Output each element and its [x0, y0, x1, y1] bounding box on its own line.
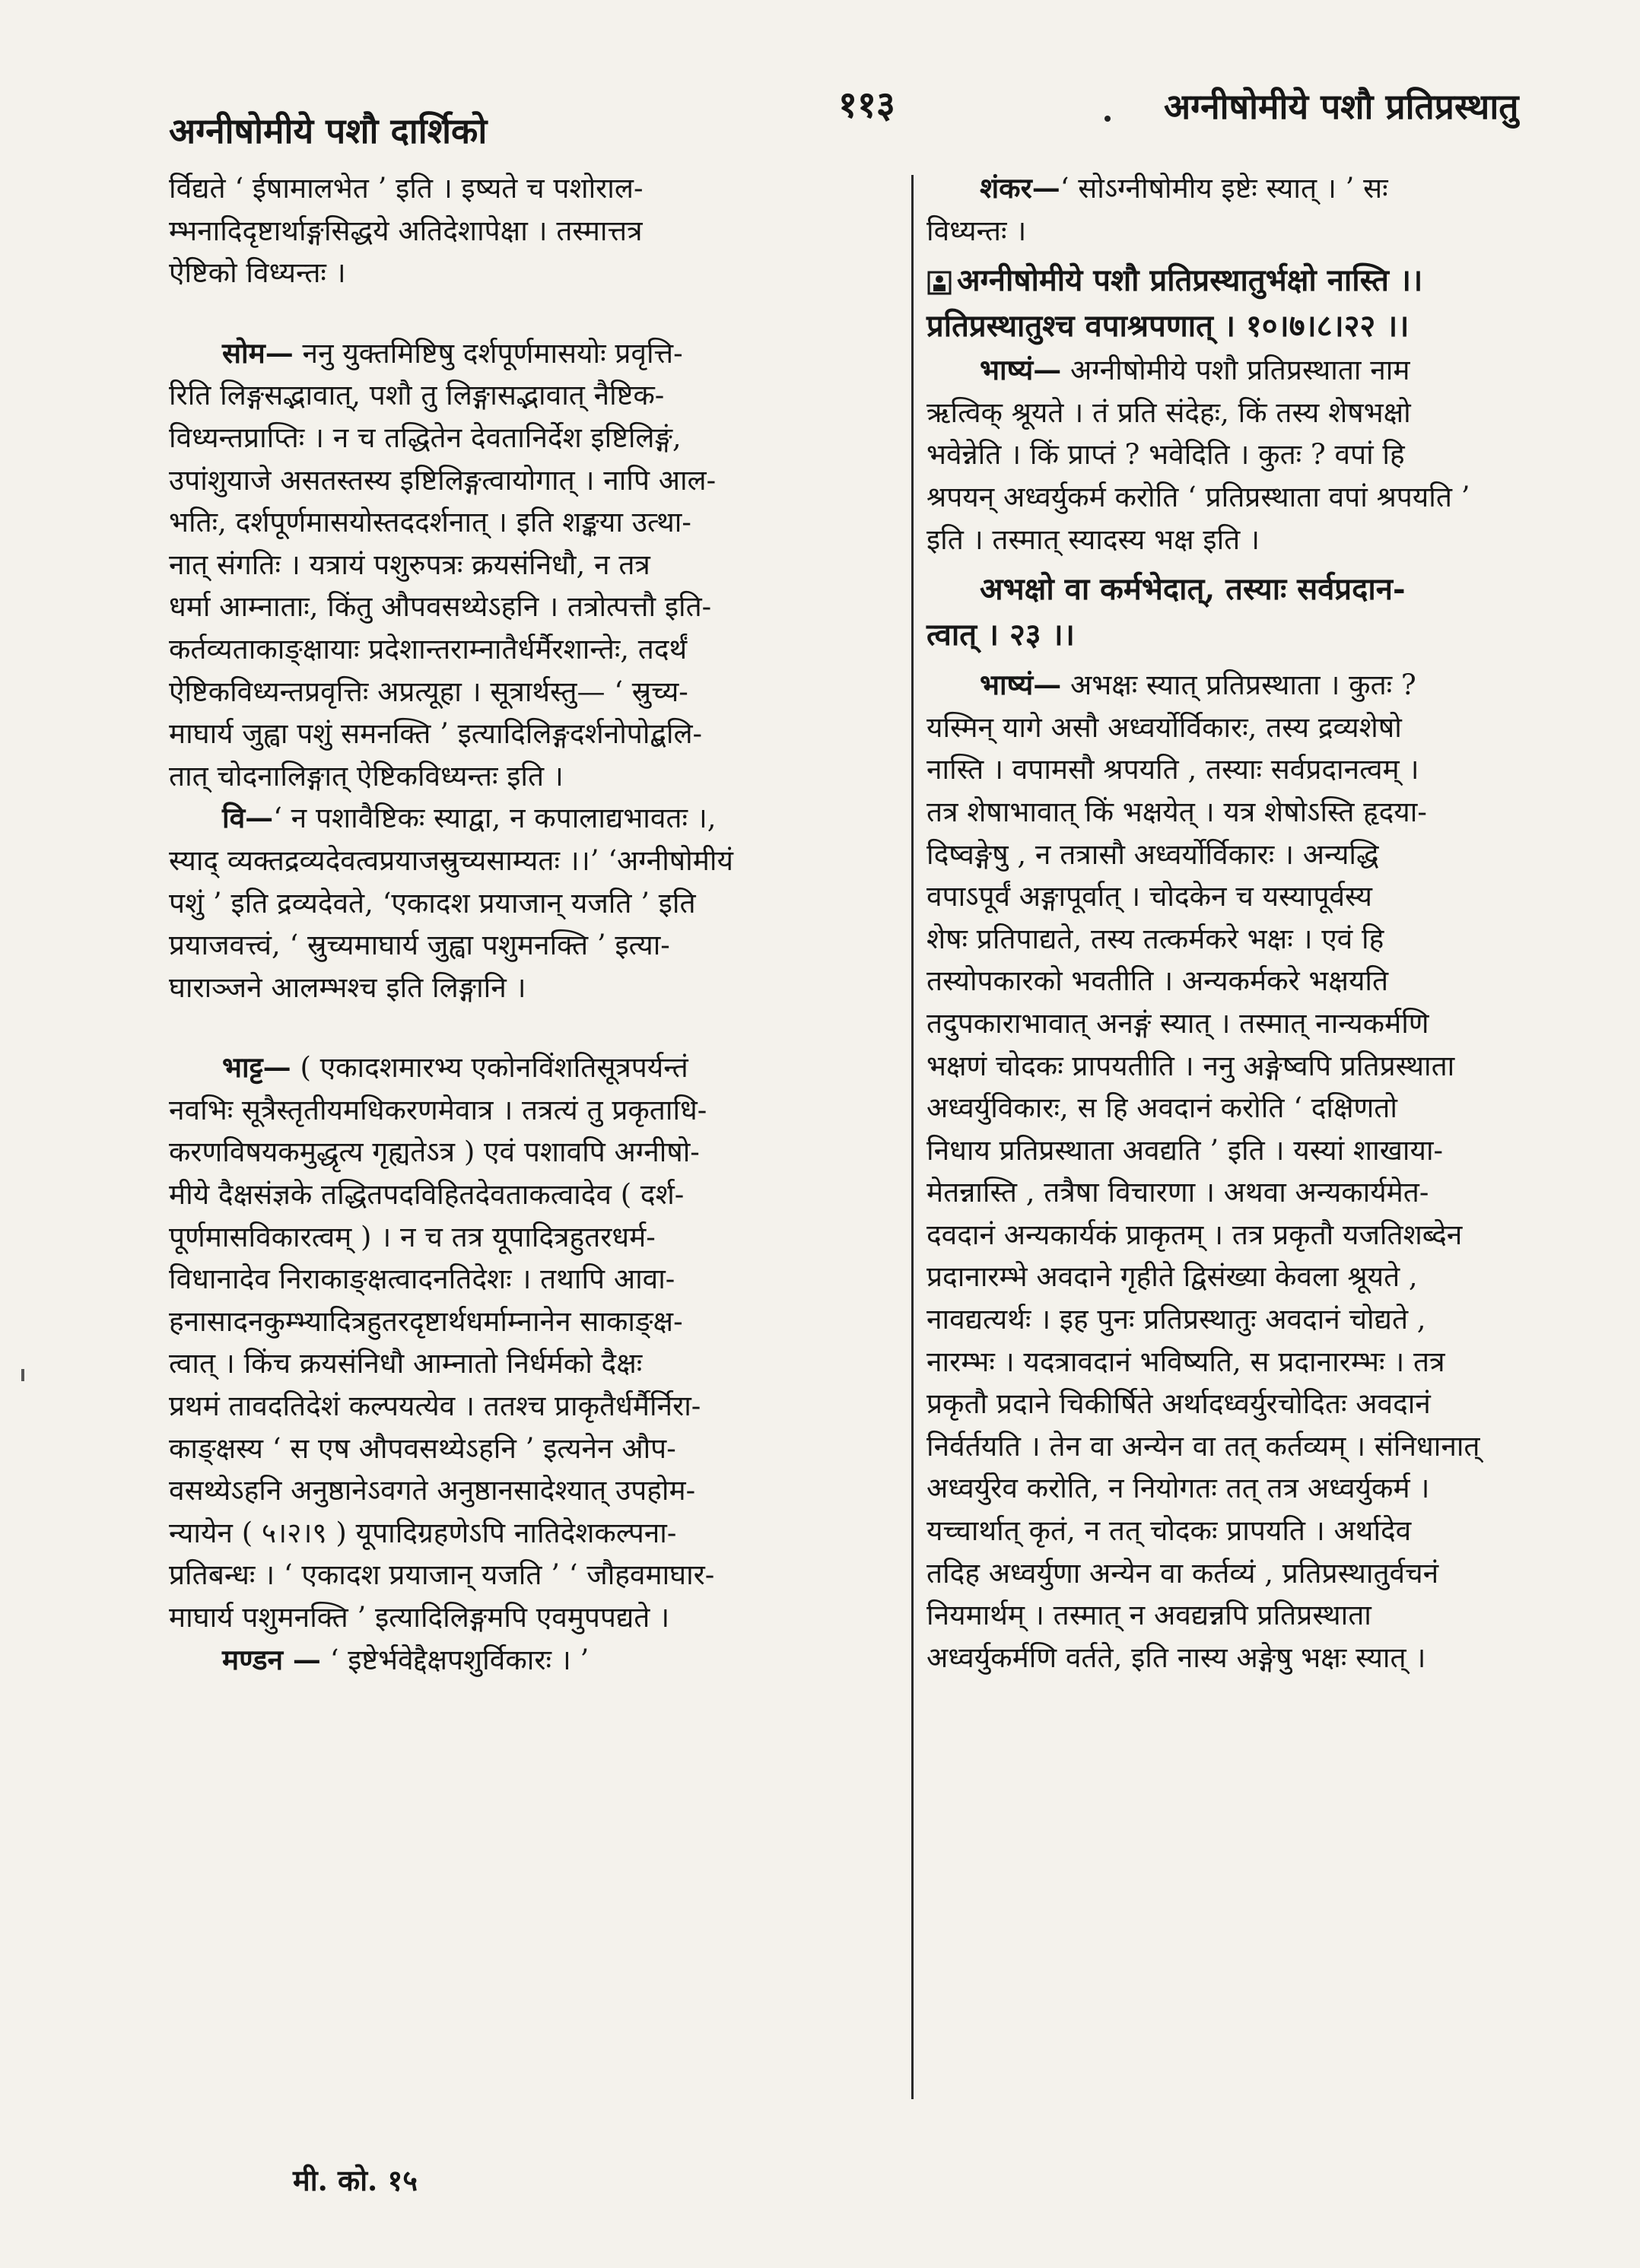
bhashya-2-line: अध्वर्युरेव करोति, न नियोगतः तत् तत्र अध्वर्युकर्म ।	[926, 1472, 1430, 1505]
bhatta-line: नवभिः सूत्रैस्तृतीयमधिकरणमेवात्र । तत्रत्यं तु प्रकृताधि-	[169, 1093, 707, 1126]
page-number: ११३	[838, 84, 895, 126]
shankara-paragraph	[926, 167, 1592, 210]
soma-line: रिति लिङ्गसद्भावात्, पशौ तु लिङ्गासद्भावात् नैष्टिक-	[169, 379, 665, 412]
vi-line: पशुं ’ इति द्रव्यदेवते, ‘एकादश प्रयाजान् यजति ’ इति	[169, 886, 696, 920]
sutra-2-line: त्वात् । २३ ।।	[926, 617, 1075, 653]
mandana-label: मण्डन —	[222, 1642, 321, 1676]
adhikarana-title-text: अग्नीषोमीये पशौ प्रतिप्रस्थातुर्भक्षो नास्ति ।।	[957, 262, 1423, 299]
bhashya-2-line: मेतन्नास्ति , तत्रैषा विचारणा । अथवा अन्यकार्यमेत-	[926, 1176, 1429, 1209]
bhatta-line: प्रथमं तावदतिदेशं कल्पयत्येव । ततश्च प्राकृतैर्धर्मैर्निरा-	[169, 1390, 701, 1423]
bhashya-2-line: दवदानं अन्यकार्यकं प्राकृतम् । तत्र प्रकृतौ यजतिशब्देन	[926, 1218, 1463, 1251]
intro-line: र्विद्यते ‘ ईषामालभेत ’ इति । इष्यते च पशोराल-	[169, 172, 644, 205]
running-head-right: अग्नीषोमीये पशौ प्रतिप्रस्थातु	[1164, 86, 1519, 127]
soma-line: माघार्य जुह्वा पशुं समनक्ति ’ इत्यादिलिङ्गदर्शनोपोद्बलि-	[169, 717, 703, 751]
bhatta-line: प्रतिबन्धः । ‘ एकादश प्रयाजान् यजति ’ ‘ जौहवमाघार-	[169, 1558, 715, 1592]
bhatta-paragraph	[169, 1047, 899, 1089]
bhashya-1-label: भाष्यं—	[980, 353, 1062, 387]
adhikarana-title	[926, 258, 1592, 303]
bhashya-1-line: श्रपयन् अध्वर्युकर्म करोति ‘ प्रतिप्रस्थाता वपां श्रपयति ’	[926, 480, 1470, 513]
soma-line: ऐष्टिकविध्यन्तप्रवृत्तिः अप्रत्यूहा । सूत्रार्थस्तु— ‘ स्रुच्य-	[169, 675, 688, 708]
bhatta-line: त्वात् । किंच क्रयसंनिधौ आम्नातो निर्धर्मको दैक्षः	[169, 1347, 643, 1380]
bhatta-line: विधानादेव निराकाङ्क्षत्वादनतिदेशः । तथापि आवा-	[169, 1263, 675, 1296]
vi-line: स्याद् व्यक्तद्रव्यदेवत्वप्रयाजस्रुच्यसाम्यतः ।।’ ‘अग्नीषोमीयं	[169, 843, 733, 877]
flower-ornament-icon	[926, 270, 952, 296]
soma-line: कर्तव्यताकाङ्क्षायाः प्रदेशान्तराम्नातैर्धर्मैरशान्तेः, तदर्थं	[169, 632, 688, 665]
bhashya-2-line: नारम्भः । यदत्रावदानं भविष्यति, स प्रदानारम्भः । तत्र	[926, 1345, 1445, 1378]
soma-line: धर्मा आम्नाताः, किंतु औपवसथ्येऽहनि । तत्रोत्पत्तौ इति-	[169, 590, 712, 624]
bhashya-2-line: भक्षणं चोदकः प्रापयतीति । ननु अङ्गेष्वपि प्रतिप्रस्थाता	[926, 1049, 1455, 1082]
bhatta-line: माघार्य पशुमनक्ति ’ इत्यादिलिङ्गमपि एवमुपपद्यते ।	[169, 1601, 670, 1634]
bhashya-2-paragraph	[926, 664, 1592, 707]
mandana-paragraph	[169, 1639, 899, 1682]
vi-line: ‘ न पशावैष्टिकः स्याद्वा, न कपालाद्यभावतः ।,	[273, 802, 717, 835]
bhashya-2-line: अध्वर्युकर्मणि वर्तते, इति नास्य अङ्गेषु भक्षः स्यात् ।	[926, 1641, 1426, 1674]
bhashya-2-line: तदुपकाराभावात् अनङ्गं स्यात् । तस्मात् नान्यकर्मणि	[926, 1006, 1429, 1040]
bhashya-2-label: भाष्यं—	[980, 668, 1062, 702]
bhatta-line: मीये दैक्षसंज्ञके तद्धितपदविहितदेवताकत्वादेव ( दर्श-	[169, 1178, 685, 1212]
bhashya-2-line: तदिह अध्वर्युणा अन्येन वा कर्तव्यं , प्रतिप्रस्थातुर्वचनं	[926, 1556, 1439, 1590]
bhashya-2-line: यस्मिन् यागे असौ अध्वर्योर्विकारः, तस्य द्रव्यशेषो	[926, 710, 1402, 744]
left-column	[169, 167, 899, 1681]
soma-line: ननु युक्तमिष्टिषु दर्शपूर्णमासयोः प्रवृत्ति-	[293, 336, 683, 370]
bhatta-line: ( एकादशमारभ्य एकोनविंशतिसूत्रपर्यन्तं	[291, 1051, 688, 1085]
bhatta-label: भाट्ट—	[222, 1050, 291, 1085]
bhashya-2-line: प्रकृतौ प्रदाने चिकीर्षिते अर्थादध्वर्युरचोदितः अवदानं	[926, 1387, 1431, 1421]
bhashya-2-line: नियमार्थम् । तस्मात् न अवद्यन्नपि प्रतिप्रस्थाता	[926, 1599, 1371, 1632]
bhashya-2-line: नास्ति । वपामसौ श्रपयति , तस्याः सर्वप्रदानत्वम् ।	[926, 753, 1419, 786]
right-column	[926, 167, 1592, 1679]
shankara-label: शंकर—	[980, 171, 1060, 205]
bhashya-2-line: अध्वर्युविकारः, स हि अवदानं करोति ‘ दक्षिणतो	[926, 1091, 1397, 1125]
bhashya-2-line: निर्वर्तयति । तेन वा अन्येन वा तत् कर्तव्यम् । संनिधानात्	[926, 1429, 1480, 1463]
page-header	[0, 0, 1640, 152]
bhatta-line: न्यायेन ( ५।२।९ ) यूपादिग्रहणेऽपि नातिदेशकल्पना-	[169, 1516, 677, 1549]
bhashya-2-line: शेषः प्रतिपाद्यते, तस्य तत्कर्मकरे भक्षः । एवं हि	[926, 922, 1384, 955]
soma-line: नात् संगतिः । यत्रायं पशुरुपत्रः क्रयसंनिधौ, न तत्र	[169, 548, 650, 581]
bhatta-line: काङ्क्षस्य ‘ स एष औपवसथ्येऽहनि ’ इत्यनेन औप-	[169, 1431, 676, 1465]
bhashya-1-line: ऋत्विक् श्रूयते । तं प्रति संदेहः, किं तस्य शेषभक्षो	[926, 395, 1411, 429]
header-dot	[1104, 116, 1111, 122]
margin-mark	[21, 1369, 24, 1381]
bhashya-2-line: तस्योपकारको भवतीति । अन्यकर्मकरे भक्षयति	[926, 964, 1389, 998]
soma-line: भतिः, दर्शपूर्णमासयोस्तददर्शनात् । इति शङ्कया उत्था-	[169, 506, 691, 539]
soma-label: सोम—	[222, 335, 294, 370]
bhatta-line: करणविषयकमुद्धृत्य गृह्यतेऽत्र ) एवं पशावपि अग्नीषो-	[169, 1136, 700, 1169]
bhashya-1-line: अग्नीषोमीये पशौ प्रतिप्रस्थाता नाम	[1061, 354, 1410, 387]
sutra-1: प्रतिप्रस्थातुश्च वपाश्रपणात् । १०।७।८।२२ ।।	[926, 308, 1410, 345]
bhashya-2-line: तत्र शेषाभावात् किं भक्षयेत् । यत्र शेषोऽस्ति हृदया-	[926, 795, 1427, 828]
bhashya-1-line: भवेन्नेति । किं प्राप्तं ? भवेदिति । कुतः ? वपां हि	[926, 438, 1405, 472]
soma-line: उपांशुयाजे असतस्तस्य इष्टिलिङ्गत्वायोगात् । नापि आल-	[169, 463, 717, 497]
soma-line: तात् चोदनालिङ्गात् ऐष्टिकविध्यन्तः इति ।	[169, 759, 564, 793]
vi-label: वि—	[222, 801, 274, 835]
bhashya-2-line: यच्चार्थात् कृतं, न तत् चोदकः प्रापयति । अर्थादेव	[926, 1514, 1412, 1548]
bhashya-2-line: प्रदानारम्भे अवदाने गृहीते द्विसंख्या केवला श्रूयते ,	[926, 1260, 1418, 1294]
vi-paragraph	[169, 797, 899, 840]
bhashya-2-line: निधाय प्रतिप्रस्थाता अवद्यति ’ इति । यस्यां शाखाया-	[926, 1133, 1444, 1167]
bhashya-2-line: वपाऽपूर्वं अङ्गापूर्वात् । चोदकेन च यस्यापूर्वस्य	[926, 880, 1372, 913]
bhashya-2-line: अभक्षः स्यात् प्रतिप्रस्थाता । कुतः ?	[1061, 669, 1416, 702]
shankara-line: ‘ सोऽग्नीषोमीय इष्टेः स्यात् । ’ सः	[1060, 172, 1388, 205]
soma-line: विध्यन्तप्राप्तिः । न च तद्धितेन देवतानिर्देश इष्टिलिङ्गं,	[169, 421, 682, 454]
bhashya-2-line: दिष्वङ्गेषु , न तत्रासौ अध्वर्योर्विकारः । अन्यद्धि	[926, 837, 1379, 871]
running-head-left: अग्नीषोमीये पशौ दार्शिको	[169, 110, 488, 151]
bhashya-1-paragraph	[926, 349, 1592, 392]
bhatta-line: हनासादनकुम्भ्यादित्रहुतरदृष्टार्थधर्माम्नानेन साकाङ्क्ष-	[169, 1304, 683, 1338]
bhashya-2-line: नावद्यत्यर्थः । इह पुनः प्रतिप्रस्थातुः अवदानं चोद्यते ,	[926, 1303, 1426, 1336]
column-divider	[911, 175, 914, 2099]
vi-line: घाराञ्जने आलम्भश्च इति लिङ्गानि ।	[169, 970, 526, 1004]
signature-mark: मी. को. १५	[293, 2163, 418, 2197]
soma-paragraph	[169, 332, 899, 375]
sutra-2-line: अभक्षो वा कर्मभेदात्, तस्याः सर्वप्रदान-	[980, 571, 1406, 608]
shankara-line: विध्यन्तः ।	[926, 214, 1027, 247]
mandana-text: ‘ इष्टेर्भवेद्दैक्षपशुर्विकारः । ’	[329, 1643, 590, 1676]
bhatta-line: वसथ्येऽहनि अनुष्ठानेऽवगते अनुष्ठानसादेश्यात् उपहोम-	[169, 1474, 696, 1507]
vi-line: प्रयाजवत्त्वं, ‘ स्रुच्यमाघार्य जुह्वा पशुमनक्ति ’ इत्या-	[169, 929, 670, 962]
bhatta-line: पूर्णमासविकारत्वम् ) । न च तत्र यूपादित्रहुतरधर्म-	[169, 1220, 656, 1253]
intro-line: म्भनादिदृष्टार्थाङ्गसिद्धये अतिदेशापेक्षा । तस्मात्तत्र	[169, 214, 643, 247]
intro-line: ऐष्टिको विध्यन्तः ।	[169, 256, 346, 290]
bhashya-1-line: इति । तस्मात् स्यादस्य भक्ष इति ।	[926, 523, 1260, 556]
